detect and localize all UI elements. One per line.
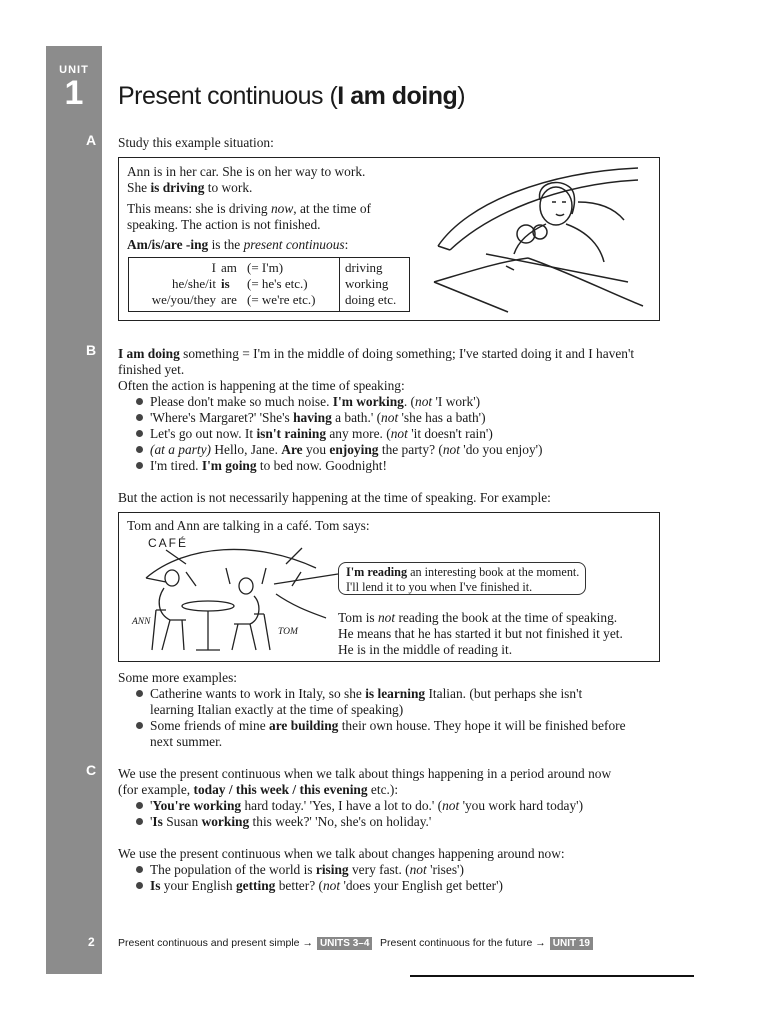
bullet-pre: The population of the world is [150, 862, 316, 877]
conj-verb: are [221, 292, 237, 307]
list-item [150, 878, 503, 894]
section-marker-b: B [86, 342, 97, 358]
section-c-p1b-post: etc.): [367, 782, 399, 797]
footer-link-future[interactable] [380, 937, 593, 950]
speech-bubble [338, 562, 586, 595]
arrow-right-icon: → [535, 937, 546, 949]
speech-line-2: I'll lend it to you when I've finished it. [346, 580, 533, 594]
section-b-p1 [118, 346, 634, 362]
bullet-pre: Let's go out now. It [150, 426, 257, 441]
bullet-mid: hard today.' 'Yes, I have a lot to do.' ( [241, 798, 443, 813]
bullet-italic: not [415, 394, 433, 409]
title-close: ) [457, 82, 466, 110]
bullet-icon [136, 414, 143, 421]
conj-subject: I [211, 260, 216, 275]
section-c-p1b [118, 782, 398, 798]
bullet-post: 'she has a bath') [398, 410, 486, 425]
bullet-icon [136, 866, 143, 873]
bullet-mid: very fast. ( [348, 862, 410, 877]
bullet-italic: not [442, 442, 460, 457]
list-item [150, 410, 486, 426]
footer-link-1-badge: UNITS 3–4 [317, 937, 372, 950]
list-item [150, 394, 480, 410]
bullet-italic: not [381, 410, 399, 425]
list-item [150, 686, 582, 702]
bullet-bold: Is [152, 814, 163, 829]
label-tom: TOM [278, 627, 298, 637]
cafe-illustration [126, 538, 340, 656]
bullet-italic: not [390, 426, 408, 441]
woman-driving-illustration [428, 162, 654, 314]
bullet-bold: rising [315, 862, 349, 877]
conjugation-row [129, 276, 334, 292]
title-plain: Present continuous ( [118, 82, 338, 110]
bullet-icon [136, 722, 143, 729]
list-item [150, 798, 583, 814]
section-c-p1b-bold: today / this week / this evening [193, 782, 368, 797]
bullet-bold: I'm working [332, 394, 404, 409]
driving-line-5-bold: Am/is/are -ing [127, 237, 209, 252]
bullet-mid: the party? ( [378, 442, 443, 457]
unit-label: UNIT [59, 64, 89, 76]
bullet-icon [136, 430, 143, 437]
section-c-p1: We use the present continuous when we talk about things happening in a period around now [118, 766, 612, 781]
conjugation-forms [345, 260, 396, 308]
page-title [118, 82, 465, 111]
bullet-post: 'rises') [426, 862, 464, 877]
explain-1-post: reading the book at the time of speaking. [395, 610, 618, 625]
bullet-italic: not [322, 878, 341, 893]
bullet-post: 'it doesn't rain') [407, 426, 493, 441]
section-b-p2: Often the action is happening at the time of speaking: [118, 378, 405, 393]
section-marker-a: A [86, 132, 97, 148]
bullet-pre: Hello, Jane. [211, 442, 282, 457]
bullet-pre2: you [302, 442, 330, 457]
bullet-mid: better? ( [275, 878, 323, 893]
driving-line-2 [127, 180, 252, 196]
bullet-post: 'I work') [432, 394, 481, 409]
bullet-bold: enjoying [329, 442, 379, 457]
list-item [150, 814, 431, 830]
bullet-pre: Some friends of mine [150, 718, 270, 733]
driving-line-3-post: , at the time of [293, 201, 371, 216]
driving-line-3-pre: This means: she is driving [127, 201, 271, 216]
bullet-pre: Please don't make so much noise. [150, 394, 333, 409]
bullet-mid: Susan [162, 814, 202, 829]
bullet-icon [136, 802, 143, 809]
unit-sidebar [46, 46, 102, 974]
list-item [150, 442, 543, 458]
bullet-post: Italian. (but perhaps she isn't [425, 686, 583, 701]
list-item [150, 426, 493, 442]
list-item-continuation: learning Italian exactly at the time of speaking) [150, 702, 404, 717]
conjugation-row [129, 260, 334, 276]
explain-1-pre: Tom is [338, 610, 378, 625]
label-ann: ANN [132, 617, 151, 627]
bullet-pre: I'm tired. [150, 458, 202, 473]
speech-rest: an interesting book at the moment. [407, 565, 580, 579]
bullet-bold-2: getting [235, 878, 276, 893]
section-a-intro: Study this example situation: [118, 135, 274, 150]
bullet-bold: isn't raining [256, 426, 327, 441]
bullet-bold: having [293, 410, 332, 425]
title-bold: I am doing [337, 82, 458, 110]
bullet-icon [136, 690, 143, 697]
bullet-icon [136, 398, 143, 405]
bullet-mid: any more. ( [326, 426, 391, 441]
section-c-p1b-pre: (for example, [118, 782, 194, 797]
speech-bold: I'm reading [346, 565, 408, 579]
bullet-mid: a bath.' ( [331, 410, 382, 425]
bullet-bold: are building [269, 718, 339, 733]
footer-link-2-text: Present continuous for the future [380, 937, 533, 949]
bullet-pre: your English [160, 878, 236, 893]
conj-abbr: (= we're etc.) [247, 292, 316, 307]
section-b-p1-bold: I am doing [118, 346, 180, 361]
bullet-italic: not [409, 862, 427, 877]
driving-line-3-italic: now [270, 201, 294, 216]
more-examples-heading: Some more examples: [118, 670, 237, 685]
conj-form: driving [345, 260, 383, 275]
conjugation-divider [339, 258, 340, 311]
cafe-intro: Tom and Ann are talking in a café. Tom says: [127, 518, 370, 533]
bullet-post: 'does your English get better') [340, 878, 503, 893]
bullet-icon [136, 818, 143, 825]
bullet-bold: is learning [365, 686, 426, 701]
conj-form: doing etc. [345, 292, 397, 307]
driving-line-2-post: to work. [204, 180, 253, 195]
bullet-post: 'you work hard today') [459, 798, 584, 813]
driving-line-2-bold: is driving [150, 180, 205, 195]
bullet-post: their own house. They hope it will be finished before [338, 718, 626, 733]
driving-line-1: Ann is in her car. She is on her way to work. [127, 164, 366, 179]
footer-rule [410, 975, 694, 977]
bullet-post: this week?' 'No, she's on holiday.' [249, 814, 432, 829]
bullet-icon [136, 446, 143, 453]
bullet-icon [136, 462, 143, 469]
explain-line-1 [338, 610, 617, 626]
conjugation-row [129, 292, 334, 308]
conjugation-subjects [129, 260, 334, 308]
bullet-pre: Catherine wants to work in Italy, so she [150, 686, 366, 701]
footer-link-2-badge: UNIT 19 [550, 937, 593, 950]
bullet-italic: not [442, 798, 460, 813]
bullet-bold-2: working [201, 814, 250, 829]
explain-line-2: He means that he has started it but not finished it yet. [338, 626, 623, 641]
bullet-pre: ' [150, 814, 153, 829]
bullet-bold-a: Are [281, 442, 303, 457]
bullet-bold: I'm going [201, 458, 257, 473]
driving-line-4: speaking. The action is not finished. [127, 217, 321, 232]
driving-line-5-mid: is the [208, 237, 244, 252]
bullet-post: to bed now. Goodnight! [256, 458, 387, 473]
list-item [150, 862, 464, 878]
conj-subject: we/you/they [151, 292, 216, 307]
list-item [150, 458, 387, 474]
bullet-mid: . ( [403, 394, 415, 409]
driving-line-3 [127, 201, 371, 217]
bullet-bold: You're working [152, 798, 242, 813]
conj-abbr: (= I'm) [247, 260, 284, 275]
footer-link-present-simple[interactable] [118, 937, 372, 950]
conj-form: working [345, 276, 389, 291]
explain-line-3: He is in the middle of reading it. [338, 642, 513, 657]
conj-subject: he/she/it [171, 276, 216, 291]
bullet-bold: Is [150, 878, 161, 893]
bullet-pre: 'Where's Margaret?' 'She's [150, 410, 294, 425]
section-b-p1-rest: something = I'm in the middle of doing something; I've started doing it and I haven't [179, 346, 635, 361]
bullet-italic-lead: (at a party) [150, 442, 211, 457]
driving-line-5 [127, 237, 348, 253]
driving-line-2-pre: She [127, 180, 151, 195]
driving-line-5-post: : [344, 237, 349, 252]
speech-line-1 [346, 565, 585, 580]
conjugation-table [128, 257, 410, 312]
conj-verb: is [221, 276, 230, 291]
cafe-sign: CAFÉ [148, 536, 189, 550]
conj-abbr: (= he's etc.) [247, 276, 308, 291]
explain-1-italic: not [377, 610, 396, 625]
conj-verb: am [221, 260, 237, 275]
list-item-continuation: next summer. [150, 734, 223, 749]
footer-link-1-text: Present continuous and present simple [118, 937, 300, 949]
driving-line-5-italic: present continuous [243, 237, 345, 252]
page-number: 2 [88, 935, 95, 949]
section-b-p1-line2: finished yet. [118, 362, 185, 377]
unit-number: 1 [64, 74, 84, 112]
section-c-p2: We use the present continuous when we talk about changes happening around now: [118, 846, 565, 861]
section-b-p3: But the action is not necessarily happening at the time of speaking. For example: [118, 490, 551, 505]
arrow-right-icon: → [302, 937, 313, 949]
section-marker-c: C [86, 762, 97, 778]
bullet-pre: ' [150, 798, 153, 813]
bullet-post: 'do you enjoy') [459, 442, 543, 457]
list-item [150, 718, 626, 734]
bullet-icon [136, 882, 143, 889]
